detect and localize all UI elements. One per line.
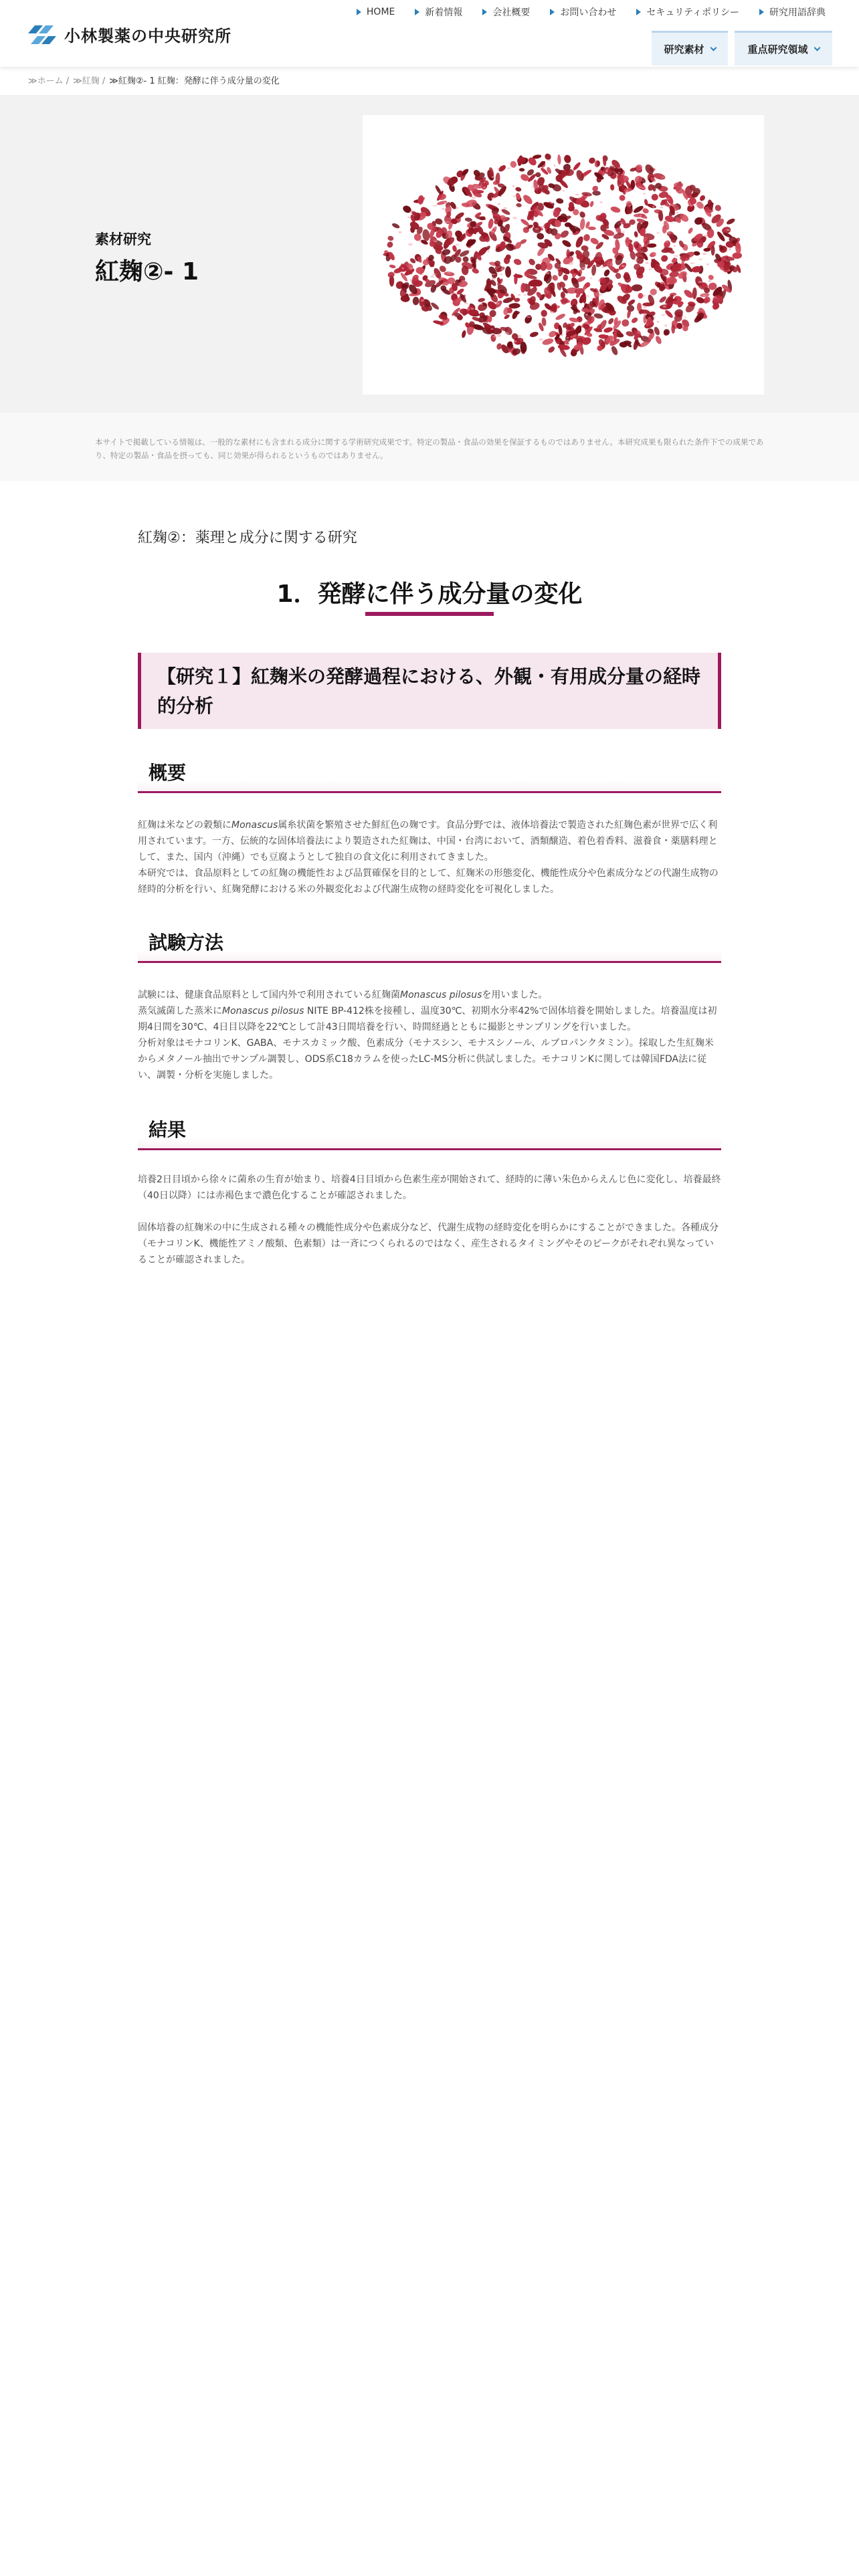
- overview-paragraph-1: 紅麹は米などの穀類にMonascus属糸状菌を繁殖させた鮮紅色の麹です。食品分野では、液体培養法で製造された紅麹色素が世界で広く利用されています。一方、伝統的な固体培養法により製造された紅麹は、中国・台湾において、酒類醸造、着色着香料、滋養食・薬膳料理として、また、国内（沖縄）でも豆腐ようとして独自の食文化に利用されてきました。: [138, 820, 718, 863]
- section-label: 紅麹②：薬理と成分に関する研究: [138, 530, 357, 546]
- breadcrumb-home[interactable]: ≫ホーム /: [28, 76, 70, 86]
- triangle-right-icon: [550, 9, 555, 15]
- chevron-down-icon: [814, 45, 820, 51]
- triangle-right-icon: [357, 9, 361, 15]
- results-paragraph-2: 固体培養の紅麹米の中に生成される種々の機能性成分や色素成分など、代謝生成物の経時変化を明らかにすることができました。各種成分（モナコリンK、機能性アミノ酸類、色素類）は一斉につくられるのではなく、産生されるタイミングやそのピークがそれぞれ異なっていることが確認されました。: [138, 1222, 719, 1265]
- disclaimer-section: [0, 413, 859, 481]
- triangle-right-icon: [636, 9, 641, 15]
- main-heading: 1．発酵に伴う成分量の変化: [276, 580, 583, 608]
- top-link-news[interactable]: 新着情報: [415, 5, 462, 19]
- top-link-glossary[interactable]: 研究用語辞典: [759, 5, 826, 19]
- hero-section: [0, 95, 859, 413]
- top-link-security-policy[interactable]: セキュリティポリシー: [636, 5, 739, 19]
- chevron-down-icon: [710, 45, 717, 51]
- overview-paragraph-2: 本研究では、食品原料としての紅麹の機能性および品質確保を目的として、紅麹米の形態変化、機能性成分や色素成分などの代謝生成物の経時的分析を行い、紅麹発酵における米の外観変化および代謝生成物の経時変化を可視化しました。: [138, 868, 719, 895]
- hero-subtitle: 素材研究: [95, 231, 151, 247]
- red-yeast-rice-photo-icon: [363, 115, 764, 395]
- top-link-company[interactable]: 会社概要: [482, 5, 530, 19]
- results-text: [138, 1172, 721, 1268]
- heading-underline: [365, 612, 494, 616]
- nav-research-materials[interactable]: 研究素材: [652, 31, 728, 66]
- nav-key-research-areas[interactable]: 重点研究領域: [735, 31, 832, 66]
- site-header: [0, 0, 859, 67]
- method-paragraph-2: 蒸気滅菌した蒸米にMonascus pilosus NITE BP-412株を接種し、温度30℃、初期水分率42%で固体培養を開始しました。培養温度は初期4日間を30℃、4日目以降を22℃として計43日間培養を行い、時間経過とともに撮影とサンプリングを行いました。: [138, 1006, 717, 1033]
- study-title: 【研究１】紅麹米の発酵過程における、外観・有用成分量の経時的分析: [157, 665, 701, 717]
- main-nav: [652, 31, 832, 66]
- top-link-contact[interactable]: お問い合わせ: [550, 5, 616, 19]
- breadcrumb-current: ≫紅麹②- 1 紅麹：発酵に伴う成分量の変化: [109, 76, 280, 86]
- logo-text: 小林製薬の中央研究所: [64, 27, 231, 45]
- top-links: [357, 5, 826, 19]
- heading-method: 試験方法: [138, 926, 721, 963]
- method-paragraph-3: 分析対象はモナコリンK、GABA、モナスカミック酸、色素成分（モナスシン、モナスシノール、ルブロパンクタミン）。採取した生紅麹米からメタノール抽出でサンプル調製し、ODS系C18カラムを使ったLC-MS分析に供試しました。モナコリンKに関しては韓国FDA法に従い、調製・分析を実施しました。: [138, 1038, 714, 1081]
- study-title-box: [138, 653, 721, 729]
- heading-overview: 概要: [138, 756, 721, 793]
- disclaimer-text: 本サイトで掲載している情報は、一般的な素材にも含まれる成分に関する学術研究成果です。特定の製品・食品の効果を保証するものではありません。本研究成果も限られた条件下での成果であり、特定の製品・食品を摂っても、同じ効果が得られるというものではありません。: [95, 437, 764, 460]
- heading-results: 結果: [138, 1113, 721, 1150]
- breadcrumb-beni-koji[interactable]: ≫紅麹 /: [73, 76, 106, 86]
- triangle-right-icon: [759, 9, 764, 15]
- triangle-right-icon: [482, 9, 487, 15]
- site-logo[interactable]: [28, 23, 231, 46]
- logo-mark-icon: [28, 24, 56, 45]
- page-title: 紅麹②- 1: [95, 258, 199, 286]
- method-text: [138, 987, 721, 1083]
- triangle-right-icon: [415, 9, 419, 15]
- overview-text: [138, 817, 721, 897]
- method-paragraph-1: 試験には、健康食品原料として国内外で利用されている紅麹菌Monascus pilosusを用いました。: [138, 990, 548, 1000]
- breadcrumb: [28, 74, 280, 86]
- results-paragraph-1: 培養2日目頃から徐々に菌糸の生育が始まり、培養4日目頃から色素生産が開始されて、経時的に薄い朱色からえんじ色に変化し、培養最終（40日以降）には赤褐色まで濃色化することが確認されました。: [138, 1174, 721, 1201]
- top-link-home[interactable]: HOME: [357, 5, 395, 19]
- red-yeast-rice-image: [363, 115, 764, 395]
